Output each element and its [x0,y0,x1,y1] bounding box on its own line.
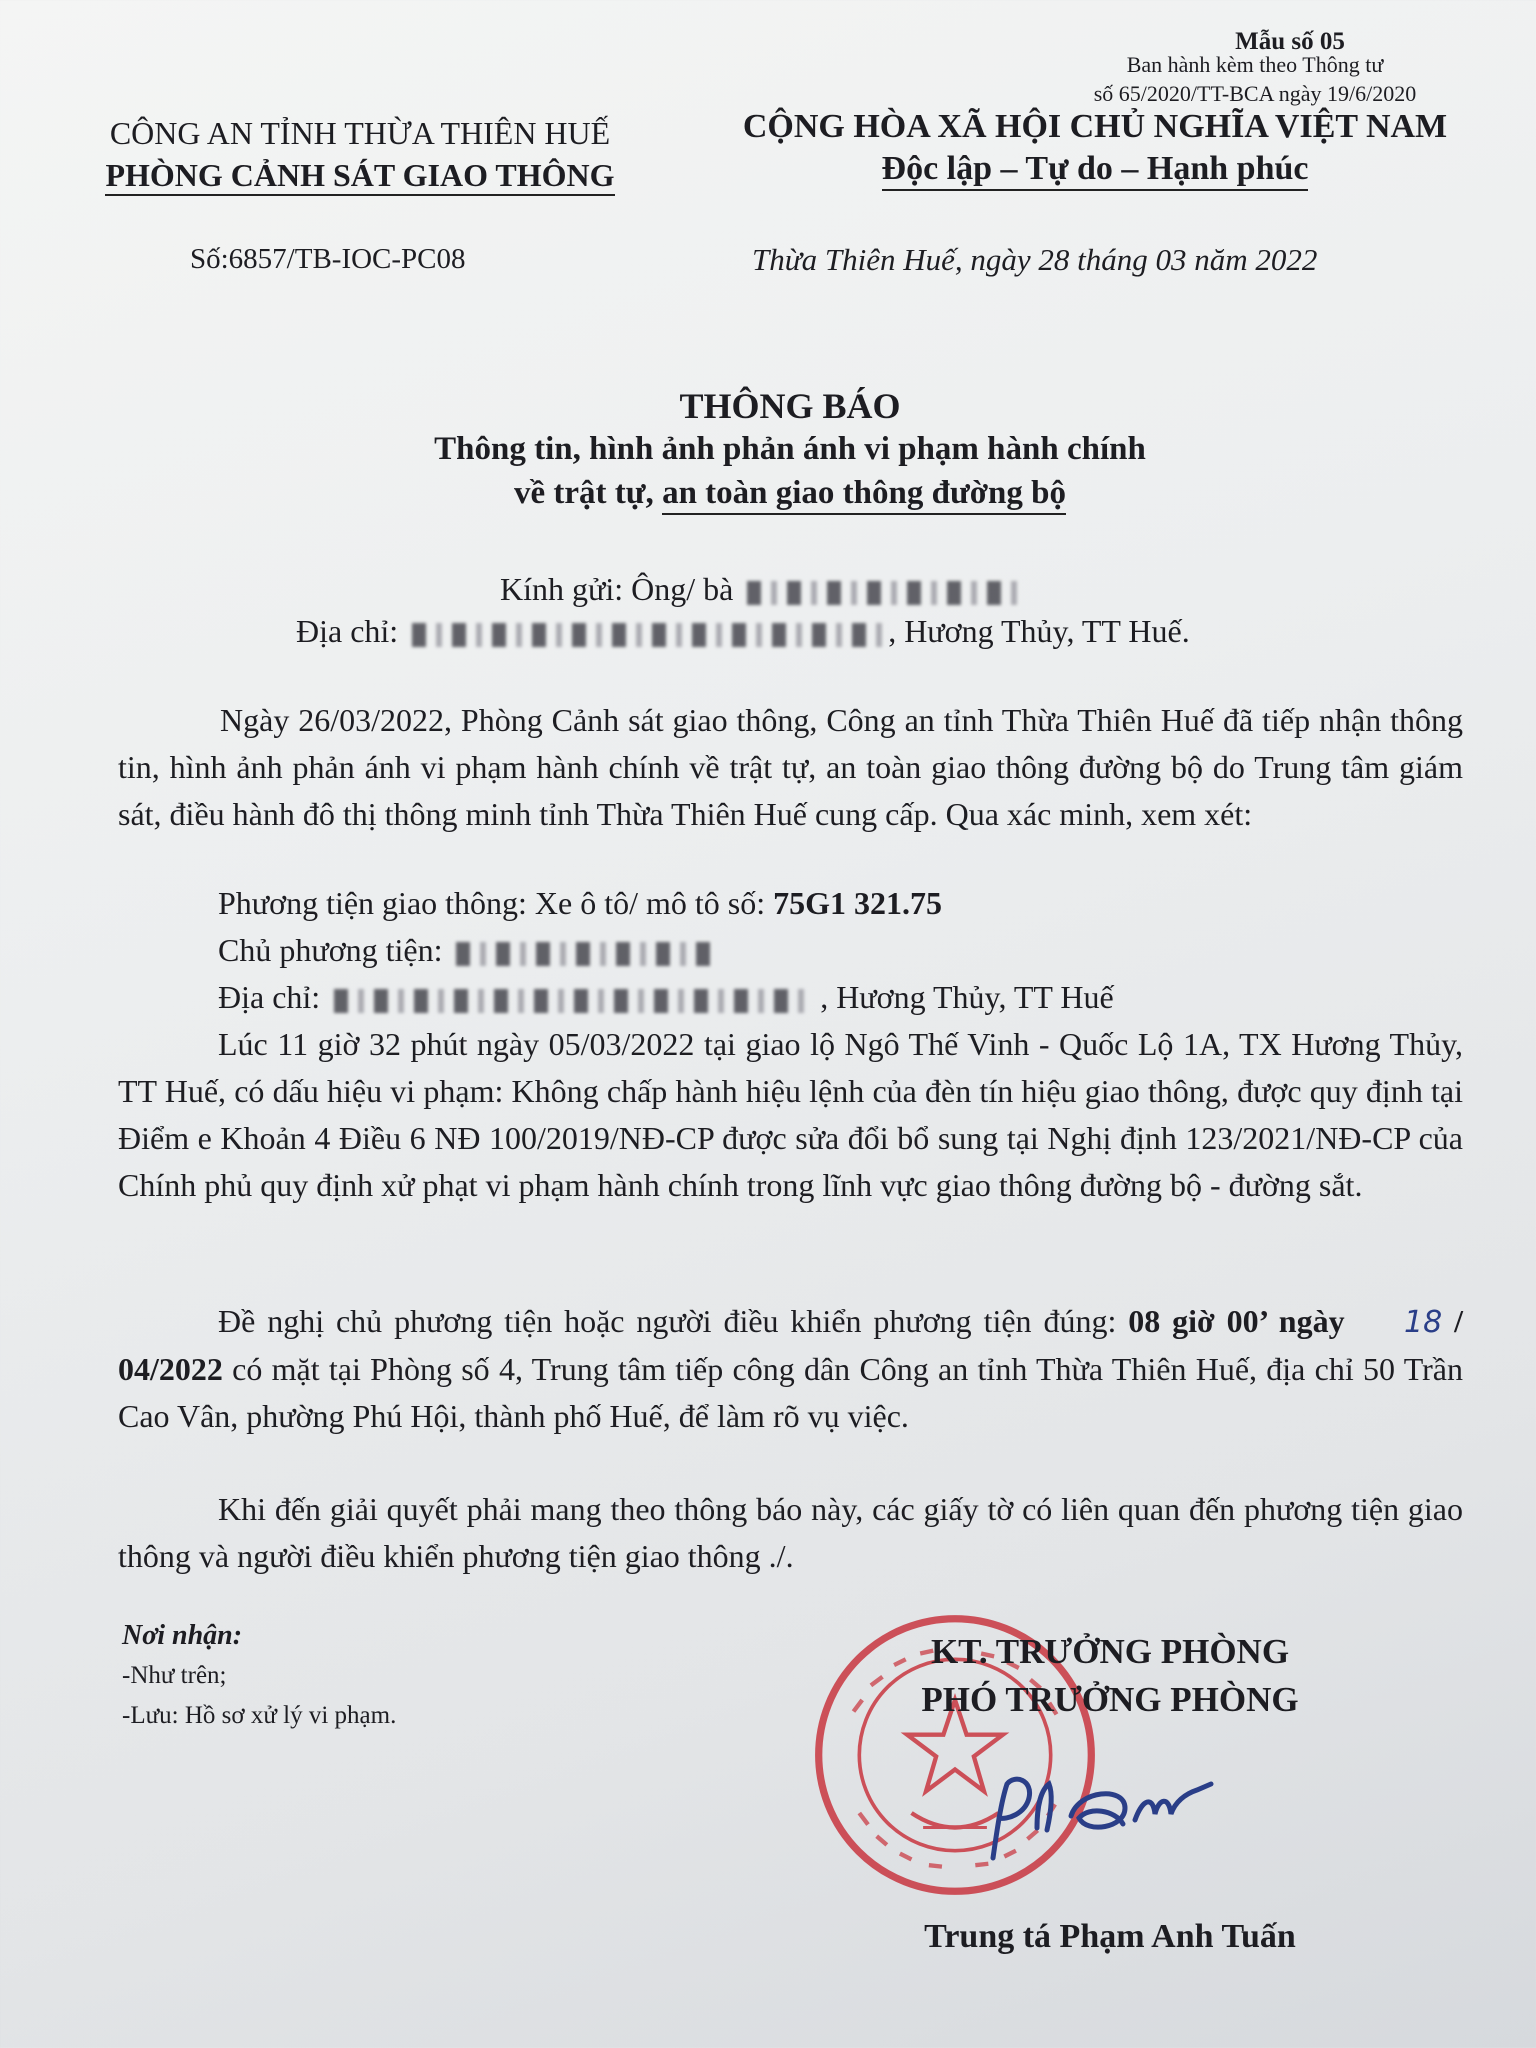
national-header [680,106,1510,190]
document-number: Số:6857/TB-IOC-PC08 [190,243,466,275]
para3-time: 08 giờ 00’ ngày [1128,1303,1345,1339]
subtitle-line1: Thông tin, hình ảnh phản ánh vi phạm hành chính [434,431,1146,467]
redacted-address [412,623,882,647]
para3-rest: có mặt tại Phòng số 4, Trung tâm tiếp công dân Công an tỉnh Thừa Thiên Huế, địa chỉ 50 Trần Cao Vân, phường Phú Hội, thành phố Huế, để làm rõ vụ việc. [118,1351,1463,1434]
handwritten-signature [975,1770,1245,1870]
nation-line1: CỘNG HÒA XÃ HỘI CHỦ NGHĨA VIỆT NAM [742,108,1448,145]
form-number: Mẫu số 05 [1235,28,1345,55]
agency-line1: CÔNG AN TỈNH THỪA THIÊN HUẾ [109,115,611,151]
subtitle-line2-underlined: an toàn giao thông đường bộ [662,475,1066,515]
owner-address-label: Địa chỉ: [218,979,321,1015]
vehicle-label: Phương tiện giao thông: Xe ô tô/ mô tô số: [218,885,774,921]
para3-intro: Đề nghị chủ phương tiện hoặc người điều khiển phương tiện đúng: [218,1303,1129,1339]
subtitle-line2-prefix: về trật tự, [513,475,663,511]
vehicle-plate: 75G1 321.75 [773,885,943,921]
form-issued-reference [1040,50,1470,108]
nation-motto: Độc lập – Tự do – Hạnh phúc [882,150,1309,191]
redacted-name [747,581,1017,605]
form-issued-line1: Ban hành kèm theo Thông tư [1126,52,1384,77]
form-issued-line2: số 65/2020/TT-BCA ngày 19/6/2020 [1093,81,1417,106]
body-paragraph-1: Ngày 26/03/2022, Phòng Cảnh sát giao thông, Công an tỉnh Thừa Thiên Huế đã tiếp nhận thông tin, hình ảnh phản ánh vi phạm hành chính về trật tự, an toàn giao thông đường bộ do Trung tâm giám sát, điều hành đô thị thông minh tỉnh Thừa Thiên Huế cung cấp. Qua xác minh, xem xét: [118,702,1463,832]
body-paragraph-4: Khi đến giải quyết phải mang theo thông báo này, các giấy tờ có liên quan đến phương tiện giao thông và người điều khiển phương tiện giao thông ./. [118,1491,1463,1574]
document-title: THÔNG BÁO [679,386,901,426]
recipient-item-2: -Lưu: Hồ sơ xử lý vi phạm. [122,1702,397,1729]
handwritten-day: 18 [1404,1305,1443,1340]
agency-header [40,112,680,196]
addressee-address-line [296,608,1190,655]
para3-date: / 04/2022 [118,1303,1464,1387]
signature-line2: PHÓ TRƯỞNG PHÒNG [921,1680,1299,1719]
signer-name: Trung tá Phạm Anh Tuấn [924,1918,1296,1955]
dateline: Thừa Thiên Huế, ngày 28 tháng 03 năm 2022 [752,242,1318,277]
redacted-owner [456,942,716,966]
document-subtitle [0,427,1536,515]
addressee-address-label: Địa chỉ: [296,613,399,649]
owner-address-suffix: , Hương Thủy, TT Huế [820,979,1114,1015]
agency-line2: PHÒNG CẢNH SÁT GIAO THÔNG [105,157,614,196]
signature-line1: KT. TRƯỞNG PHÒNG [930,1632,1290,1671]
body-paragraph-2: Lúc 11 giờ 32 phút ngày 05/03/2022 tại giao lộ Ngô Thế Vinh - Quốc Lộ 1A, TX Hương Thủy, TT Huế, có dấu hiệu vi phạm: Không chấp hành hiệu lệnh của đèn tín hiệu giao thông, được quy định tại Điểm e Khoản 4 Điều 6 NĐ 100/2019/NĐ-CP được sửa đổi bổ sung tại Nghị định 123/2021/NĐ-CP của Chính phủ quy định xử phạt vi phạm hành chính trong lĩnh vực giao thông đường bộ - đường sắt. [118,1026,1463,1203]
owner-label: Chủ phương tiện: [218,932,443,968]
recipients-title: Nơi nhận: [122,1620,243,1651]
signature-title [860,1628,1360,1724]
vehicle-line [218,880,942,927]
addressee-address-suffix: , Hương Thủy, TT Huế. [888,613,1190,649]
addressee-greeting: Kính gửi: Ông/ bà [500,571,734,607]
addressee-greeting-line [500,566,1023,613]
redacted-owner-address [334,989,814,1013]
recipient-item-1: -Như trên; [122,1662,227,1689]
subtitle-line2 [0,471,1536,515]
body-paragraph-3 [118,1298,1463,1440]
owner-line [218,927,722,974]
owner-address-line [218,974,1114,1021]
